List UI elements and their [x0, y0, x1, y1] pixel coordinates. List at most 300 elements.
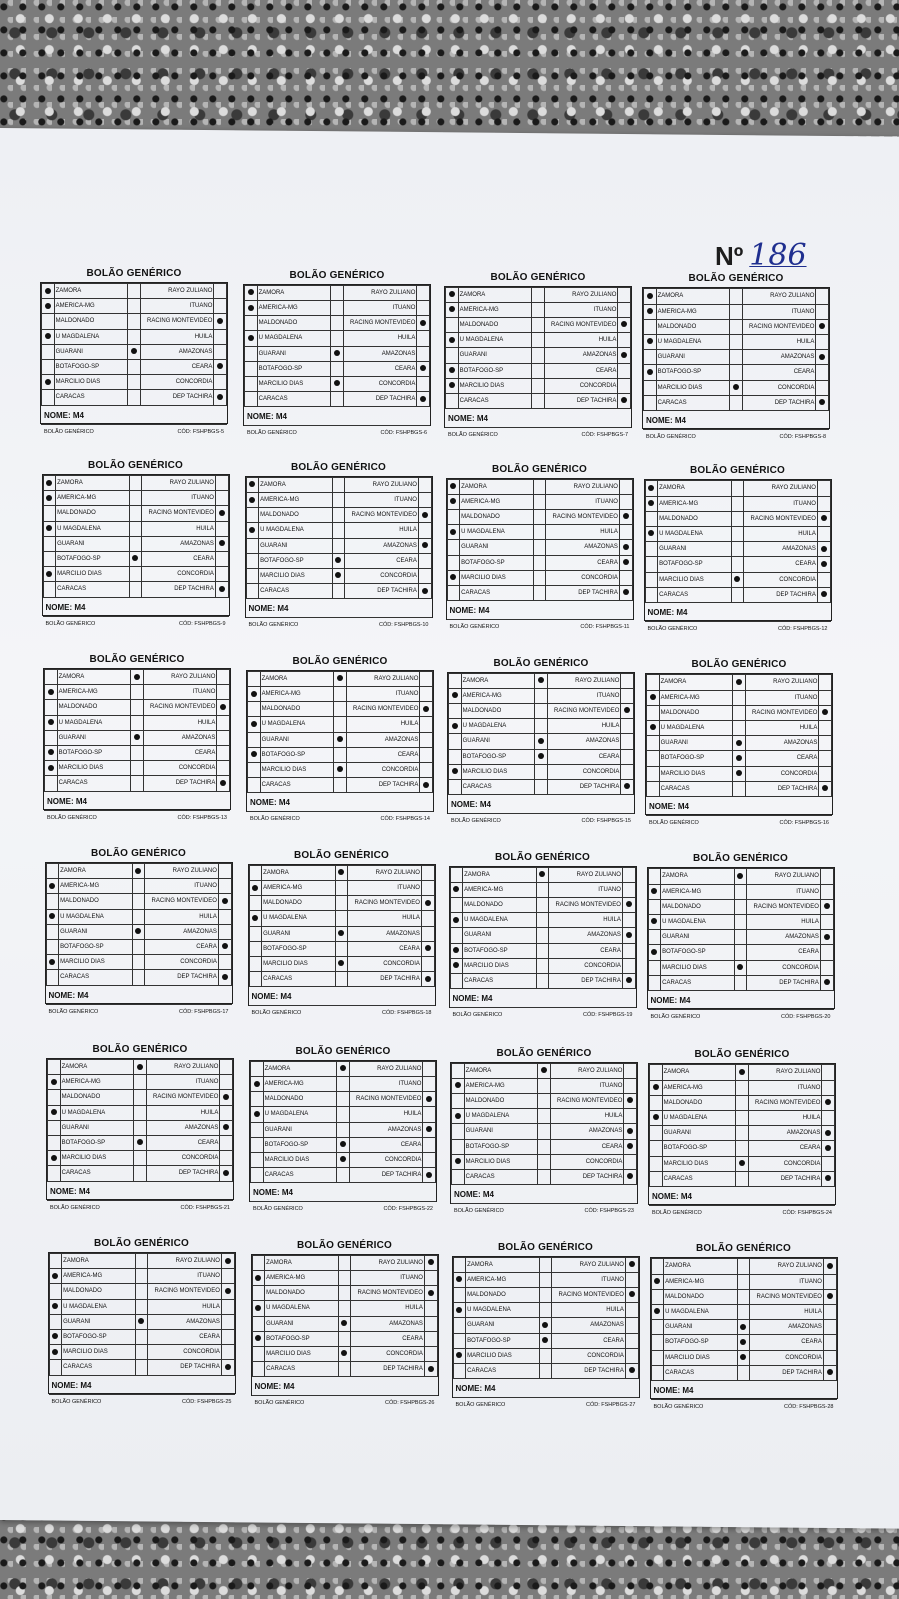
away-team: AMAZONAS	[343, 346, 417, 361]
home-team: MARCILIO DIAS	[60, 1151, 134, 1166]
filled-circle-icon	[733, 384, 739, 390]
match-row	[651, 1274, 836, 1289]
match-row	[651, 1350, 836, 1365]
home-team: MALDONADO	[461, 703, 535, 718]
away-mark	[417, 300, 430, 315]
home-team: CARACAS	[463, 973, 537, 988]
match-table	[246, 477, 432, 600]
away-team: CEARA	[750, 1335, 824, 1350]
away-mark	[421, 926, 434, 941]
home-team: MALDONADO	[57, 700, 131, 715]
home-team: U MAGDALENA	[659, 720, 733, 735]
match-row	[644, 304, 829, 319]
match-row	[644, 380, 829, 395]
filled-circle-icon	[254, 1111, 260, 1117]
draw-mark	[331, 392, 344, 407]
home-mark	[49, 1329, 62, 1344]
draw-mark	[337, 1092, 350, 1107]
ticket-body	[647, 867, 835, 1020]
match-row	[650, 1065, 835, 1080]
away-mark	[624, 1078, 637, 1093]
home-team: MARCILIO DIAS	[466, 1348, 540, 1363]
filled-circle-icon	[131, 348, 137, 354]
home-mark	[48, 1120, 61, 1135]
away-team: CEARA	[747, 945, 821, 960]
home-mark	[449, 779, 462, 794]
ticket-card	[43, 654, 231, 821]
home-mark	[651, 1289, 664, 1304]
away-team: CEARA	[742, 365, 816, 380]
match-row	[647, 736, 832, 751]
away-team: CONCORDIA	[748, 1156, 822, 1171]
filled-circle-icon	[629, 1291, 635, 1297]
home-mark	[48, 1105, 61, 1120]
away-team: DEP TACHIRA	[750, 1365, 824, 1380]
away-team: CONCORDIA	[549, 958, 623, 973]
home-team: ZAMORA	[257, 285, 331, 300]
away-mark	[819, 705, 832, 720]
filled-circle-icon	[134, 734, 140, 740]
home-mark	[651, 1320, 664, 1335]
filled-circle-icon	[420, 320, 426, 326]
home-team: U MAGDALENA	[57, 715, 131, 730]
match-row	[49, 1345, 234, 1360]
ticket-brand: BOLÃO GENÉRICO	[254, 1400, 305, 1407]
draw-mark	[131, 730, 144, 745]
away-mark	[816, 380, 829, 395]
away-team: AMAZONAS	[552, 1318, 626, 1333]
match-row	[43, 536, 228, 551]
home-team: CARACAS	[57, 776, 131, 791]
home-team: MARCILIO DIAS	[458, 378, 532, 393]
away-team: RAYO ZULIANO	[145, 864, 219, 879]
home-mark	[650, 1095, 663, 1110]
ticket-brand: BOLÃO GENÉRICO	[48, 1008, 99, 1015]
away-team: CONCORDIA	[750, 1350, 824, 1365]
match-row	[645, 542, 830, 557]
ticket-title: BOLÃO GENÉRICO	[689, 465, 786, 477]
draw-mark	[128, 375, 141, 390]
away-team: RACING MONTEVIDEO	[750, 1289, 824, 1304]
draw-mark	[536, 928, 549, 943]
ticket-title: BOLÃO GENÉRICO	[691, 659, 787, 671]
home-mark	[446, 348, 459, 363]
away-team: DEP TACHIRA	[549, 973, 623, 988]
match-row	[446, 287, 631, 302]
draw-mark	[131, 685, 144, 700]
ticket-brand: BOLÃO GENÉRICO	[455, 1402, 506, 1409]
away-team: DEP TACHIRA	[349, 1168, 423, 1183]
filled-circle-icon	[824, 979, 830, 985]
away-team: CONCORDIA	[544, 378, 618, 393]
away-team: ITUANO	[750, 1274, 824, 1289]
away-mark	[215, 521, 228, 536]
away-team: HUILA	[550, 1109, 624, 1124]
away-team: CEARA	[546, 555, 620, 570]
home-team: MARCILIO DIAS	[661, 960, 735, 975]
draw-mark	[338, 1286, 351, 1301]
away-mark	[424, 1270, 437, 1285]
away-team: ITUANO	[745, 690, 819, 705]
away-mark	[417, 285, 430, 300]
draw-mark	[135, 1299, 148, 1314]
away-mark	[420, 702, 433, 717]
home-team: AMERICA-MG	[463, 882, 537, 897]
draw-mark	[734, 960, 747, 975]
home-team: U MAGDALENA	[458, 333, 532, 348]
home-mark	[449, 703, 462, 718]
match-row	[45, 700, 230, 715]
filled-circle-icon	[46, 525, 52, 531]
ticket-title: BOLÃO GENÉRICO	[490, 271, 586, 283]
home-mark	[645, 557, 658, 572]
away-team: HUILA	[546, 525, 620, 540]
away-team: HUILA	[745, 720, 819, 735]
match-table	[250, 1061, 436, 1184]
home-team: MALDONADO	[259, 508, 333, 523]
away-mark	[622, 897, 635, 912]
ticket-name: NOME: M4	[450, 989, 636, 1008]
ticket-title: BOLÃO GENÉRICO	[296, 1239, 393, 1251]
away-mark	[420, 762, 433, 777]
away-team: ITUANO	[140, 299, 214, 314]
ticket-footer	[649, 1206, 835, 1216]
away-team: HUILA	[547, 719, 621, 734]
draw-mark	[334, 732, 347, 747]
home-team: CARACAS	[464, 1169, 538, 1184]
match-row	[648, 869, 833, 884]
ticket-footer	[249, 1006, 435, 1016]
home-mark	[252, 1316, 265, 1331]
ticket-brand: BOLÃO GENÉRICO	[646, 433, 696, 440]
match-row	[644, 289, 829, 304]
away-mark	[822, 1065, 835, 1080]
home-team: MALDONADO	[661, 899, 735, 914]
home-mark	[48, 1060, 61, 1075]
filled-circle-icon	[539, 871, 545, 877]
away-mark	[221, 1360, 234, 1375]
home-mark	[644, 304, 657, 319]
home-mark	[648, 914, 661, 929]
draw-mark	[129, 582, 142, 597]
away-mark	[819, 736, 832, 751]
draw-mark	[331, 316, 344, 331]
home-mark	[651, 1335, 664, 1350]
home-team: U MAGDALENA	[658, 526, 732, 541]
match-row	[49, 1314, 234, 1329]
away-mark	[622, 943, 635, 958]
away-team: RACING MONTEVIDEO	[552, 1287, 626, 1302]
away-mark	[819, 720, 832, 735]
home-team: GUARANI	[265, 1316, 339, 1331]
filled-circle-icon	[52, 1333, 58, 1339]
match-row	[449, 688, 634, 703]
away-mark	[819, 781, 832, 796]
ticket-card	[447, 657, 635, 825]
filled-circle-icon	[222, 898, 228, 904]
home-mark	[43, 476, 56, 491]
away-mark	[816, 350, 829, 365]
filled-circle-icon	[455, 1158, 461, 1164]
match-row	[645, 572, 830, 587]
away-mark	[619, 570, 632, 585]
away-team: CEARA	[143, 745, 217, 760]
away-mark	[421, 896, 434, 911]
filled-circle-icon	[52, 1273, 58, 1279]
away-mark	[625, 1348, 638, 1363]
home-team: GUARANI	[458, 348, 532, 363]
away-team: CEARA	[550, 1139, 624, 1154]
filled-circle-icon	[621, 321, 627, 327]
ticket-footer	[450, 1008, 636, 1018]
home-mark	[49, 1254, 62, 1269]
home-team: BOTAFOGO-SP	[62, 1329, 136, 1344]
filled-circle-icon	[827, 1293, 833, 1299]
draw-mark	[331, 361, 344, 376]
filled-circle-icon	[736, 770, 742, 776]
ticket-code: CÓD: FSHPBGS-27	[585, 1402, 636, 1409]
match-row	[245, 376, 430, 391]
draw-mark	[730, 380, 743, 395]
match-row	[452, 1093, 637, 1108]
match-row	[46, 909, 231, 924]
away-team: AMAZONAS	[742, 350, 816, 365]
away-mark	[418, 477, 431, 492]
match-row	[248, 717, 433, 732]
draw-mark	[731, 526, 744, 541]
draw-mark	[135, 1314, 148, 1329]
home-mark	[452, 1078, 465, 1093]
away-mark	[823, 1304, 836, 1319]
ticket-brand: BOLÃO GENÉRICO	[454, 1208, 504, 1215]
draw-mark	[128, 390, 141, 405]
filled-circle-icon	[426, 1172, 432, 1178]
home-mark	[252, 1346, 265, 1361]
match-row	[48, 1135, 233, 1150]
away-team: AMAZONAS	[550, 1124, 624, 1139]
draw-mark	[731, 557, 744, 572]
draw-mark	[134, 1151, 147, 1166]
ticket-footer	[646, 816, 832, 826]
home-team: CARACAS	[265, 1362, 339, 1377]
away-mark	[217, 745, 230, 760]
home-mark	[650, 1080, 663, 1095]
filled-circle-icon	[248, 289, 254, 295]
ticket-code: CÓD: FSHPBGS-8	[779, 433, 826, 440]
home-team: GUARANI	[60, 1120, 134, 1135]
home-team: GUARANI	[263, 1122, 337, 1137]
filled-circle-icon	[626, 932, 632, 938]
draw-mark	[533, 555, 546, 570]
match-row	[49, 1299, 234, 1314]
away-team: DEP TACHIRA	[146, 1166, 220, 1181]
match-row	[252, 1286, 437, 1301]
draw-mark	[737, 1259, 750, 1274]
draw-mark	[135, 1345, 148, 1360]
ticket-code: CÓD: FSHPBGS-17	[178, 1008, 229, 1015]
filled-circle-icon	[737, 873, 743, 879]
match-row	[446, 317, 631, 332]
filled-circle-icon	[51, 1109, 57, 1115]
ticket-card	[40, 268, 228, 435]
draw-mark	[131, 700, 144, 715]
home-mark	[251, 1061, 264, 1076]
home-mark	[453, 1333, 466, 1348]
away-team: AMAZONAS	[351, 1316, 425, 1331]
away-mark	[417, 316, 430, 331]
home-team: CARACAS	[461, 779, 535, 794]
away-mark	[220, 1135, 233, 1150]
match-row	[647, 705, 832, 720]
filled-circle-icon	[821, 546, 827, 552]
filled-circle-icon	[48, 719, 54, 725]
home-mark	[647, 766, 660, 781]
match-table	[247, 671, 433, 794]
away-mark	[816, 289, 829, 304]
away-team: RACING MONTEVIDEO	[747, 899, 821, 914]
match-table	[451, 1063, 637, 1186]
away-team: CONCORDIA	[744, 572, 818, 587]
away-team: AMAZONAS	[747, 930, 821, 945]
away-mark	[424, 1301, 437, 1316]
filled-circle-icon	[821, 515, 827, 521]
ticket-card	[450, 1047, 638, 1215]
home-mark	[450, 973, 463, 988]
match-table	[43, 475, 229, 598]
ticket-brand: BOLÃO GENÉRICO	[449, 624, 500, 631]
match-row	[246, 538, 431, 553]
home-mark	[452, 1063, 465, 1078]
ticket-code: CÓD: FSHPBGS-19	[582, 1012, 633, 1019]
away-team: CONCORDIA	[143, 761, 217, 776]
ticket-card	[449, 851, 637, 1019]
away-mark	[618, 287, 631, 302]
filled-circle-icon	[217, 363, 223, 369]
away-team: CONCORDIA	[343, 376, 417, 391]
away-mark	[822, 1080, 835, 1095]
away-team: ITUANO	[544, 302, 618, 317]
home-mark	[249, 926, 262, 941]
ticket-title: BOLÃO GENÉRICO	[86, 268, 182, 279]
away-team: ITUANO	[742, 304, 816, 319]
away-mark	[221, 1314, 234, 1329]
match-row	[651, 1259, 836, 1274]
filled-circle-icon	[251, 691, 257, 697]
away-team: CEARA	[351, 1331, 425, 1346]
home-team: BOTAFOGO-SP	[466, 1333, 540, 1348]
ticket-brand: BOLÃO GENÉRICO	[650, 1013, 701, 1020]
draw-mark	[135, 1269, 148, 1284]
filled-circle-icon	[449, 382, 455, 388]
home-team: MARCILIO DIAS	[659, 766, 733, 781]
away-mark	[421, 941, 434, 956]
away-team: RAYO ZULIANO	[345, 477, 419, 492]
home-mark	[450, 882, 463, 897]
match-row	[644, 334, 829, 349]
home-mark	[648, 899, 661, 914]
home-mark	[645, 587, 658, 602]
ticket-footer	[448, 814, 634, 824]
ticket-name: NOME: M4	[651, 1381, 837, 1400]
filled-circle-icon	[249, 527, 255, 533]
home-team: BOTAFOGO-SP	[656, 365, 730, 380]
away-mark	[822, 1141, 835, 1156]
ticket-card	[243, 269, 431, 437]
away-mark	[221, 1254, 234, 1269]
home-team: CARACAS	[263, 1168, 337, 1183]
match-row	[43, 521, 228, 536]
away-team: RAYO ZULIANO	[140, 284, 214, 299]
home-team: ZAMORA	[56, 476, 130, 491]
home-team: ZAMORA	[464, 1063, 538, 1078]
home-mark	[251, 1092, 264, 1107]
draw-mark	[132, 894, 145, 909]
home-team: MALDONADO	[260, 702, 334, 717]
away-team: CONCORDIA	[742, 380, 816, 395]
home-team: U MAGDALENA	[62, 1299, 136, 1314]
match-table	[445, 287, 631, 410]
home-mark	[248, 671, 261, 686]
away-team: DEP TACHIRA	[544, 393, 618, 408]
away-mark	[625, 1318, 638, 1333]
draw-mark	[536, 867, 549, 882]
home-team: BOTAFOGO-SP	[460, 555, 534, 570]
filled-circle-icon	[647, 338, 653, 344]
filled-circle-icon	[629, 1261, 635, 1267]
home-mark	[246, 477, 259, 492]
draw-mark	[129, 491, 142, 506]
home-team: ZAMORA	[259, 477, 333, 492]
away-team: DEP TACHIRA	[346, 778, 420, 793]
ticket-code: CÓD: FSHPBGS-16	[779, 819, 829, 826]
match-row	[252, 1255, 437, 1270]
match-table	[645, 480, 831, 603]
away-mark	[417, 361, 430, 376]
match-row	[449, 749, 634, 764]
filled-circle-icon	[449, 306, 455, 312]
away-mark	[217, 700, 230, 715]
ticket-title: BOLÃO GENÉRICO	[493, 657, 589, 669]
draw-mark	[337, 1061, 350, 1076]
home-mark	[251, 1168, 264, 1183]
home-mark	[245, 300, 258, 315]
draw-mark	[736, 1126, 749, 1141]
filled-circle-icon	[135, 928, 141, 934]
away-mark	[817, 557, 830, 572]
match-row	[650, 1156, 835, 1171]
away-mark	[624, 1154, 637, 1169]
home-team: BOTAFOGO-SP	[461, 749, 535, 764]
filled-circle-icon	[623, 589, 629, 595]
match-row	[245, 392, 430, 407]
home-mark	[45, 730, 58, 745]
ticket-card	[249, 1045, 437, 1213]
home-team: MARCILIO DIAS	[57, 761, 131, 776]
draw-mark	[331, 331, 344, 346]
away-team: CEARA	[552, 1333, 626, 1348]
match-row	[447, 555, 632, 570]
away-team: AMAZONAS	[744, 542, 818, 557]
away-mark	[820, 899, 833, 914]
draw-mark	[734, 899, 747, 914]
away-team: HUILA	[143, 715, 217, 730]
filled-circle-icon	[822, 709, 828, 715]
home-mark	[453, 1318, 466, 1333]
ticket-name: NOME: M4	[252, 1377, 438, 1396]
home-mark	[45, 761, 58, 776]
away-team: CONCORDIA	[142, 567, 216, 582]
draw-mark	[538, 1078, 551, 1093]
